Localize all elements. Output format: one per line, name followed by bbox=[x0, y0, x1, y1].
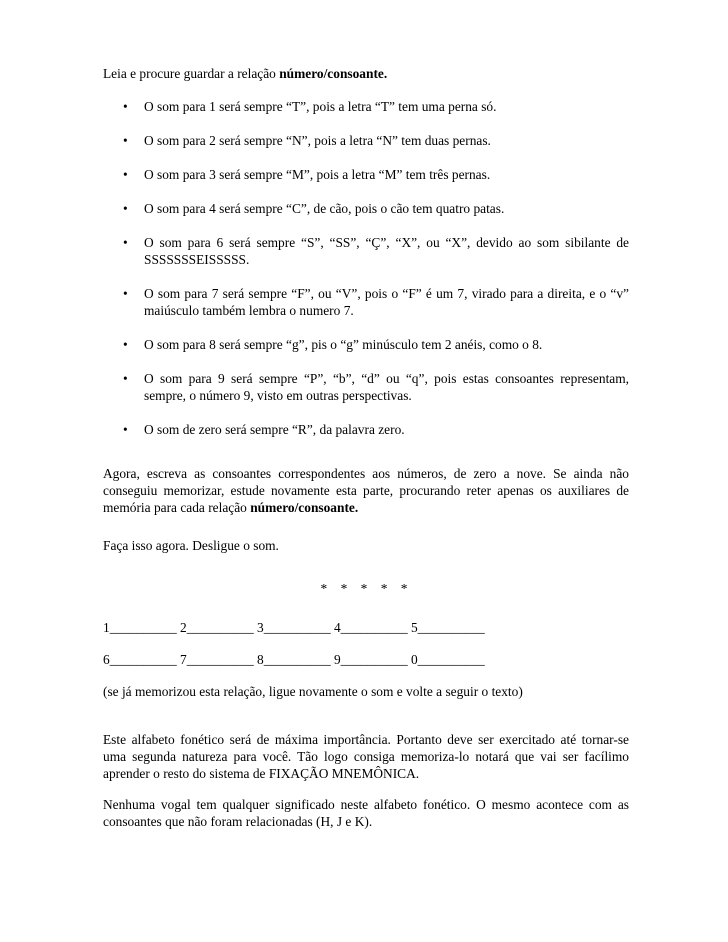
instruction-bold-term: número/consoante. bbox=[250, 500, 359, 515]
rule-item bbox=[103, 200, 629, 217]
rule-item bbox=[103, 166, 629, 183]
bullet-icon: • bbox=[123, 167, 128, 182]
importance-paragraph: Este alfabeto fonético será de máxima importância. Portanto deve ser exercitado até tornar-se uma segunda natureza para você. Tão logo consiga memoriza-lo notará que vai ser facílimo aprender o resto do sistema de FIXAÇÃO MNEMÔNICA. bbox=[103, 732, 629, 781]
bullet-icon: • bbox=[123, 371, 128, 386]
do-now-text: Faça isso agora. Desligue o som. bbox=[103, 538, 279, 553]
intro-paragraph bbox=[103, 65, 629, 82]
rule-item bbox=[103, 234, 629, 268]
bullet-icon: • bbox=[123, 422, 128, 437]
bullet-icon: • bbox=[123, 235, 128, 250]
star-icon: * bbox=[360, 581, 368, 596]
star-icon: * bbox=[320, 581, 328, 596]
rule-item bbox=[103, 132, 629, 149]
bullet-icon: • bbox=[123, 133, 128, 148]
star-icon: * bbox=[400, 581, 408, 596]
bullet-icon: • bbox=[123, 286, 128, 301]
bullet-icon: • bbox=[123, 337, 128, 352]
rule-item bbox=[103, 285, 629, 319]
star-icon: * bbox=[340, 581, 348, 596]
intro-bold-term: número/consoante. bbox=[279, 66, 388, 81]
rule-item bbox=[103, 98, 629, 115]
instruction-paragraph bbox=[103, 465, 629, 516]
rule-text: O som para 3 será sempre “M”, pois a letra “M” tem três pernas. bbox=[144, 167, 491, 182]
note-text: (se já memorizou esta relação, ligue novamente o som e volte a seguir o texto) bbox=[103, 684, 523, 699]
rule-item bbox=[103, 370, 629, 404]
rule-text: O som para 7 será sempre “F”, ou “V”, pois o “F” é um 7, virado para a direita, e o “v” maiúsculo também lembra o numero 7. bbox=[144, 286, 629, 318]
blanks-row-1: 1__________ 2__________ 3__________ 4__________ 5__________ bbox=[103, 620, 485, 635]
rule-text: O som para 6 será sempre “S”, “SS”, “Ç”, “X”, ou “X”, devido ao som sibilante de SSSSSSSEISSSSS. bbox=[144, 235, 629, 267]
rule-text: O som para 1 será sempre “T”, pois a letra “T” tem uma perna só. bbox=[144, 99, 497, 114]
vowels-paragraph: Nenhuma vogal tem qualquer significado neste alfabeto fonético. O mesmo acontece com as consoantes que não foram relacionadas (H, J e K). bbox=[103, 797, 629, 829]
rule-text: O som para 4 será sempre “C”, de cão, pois o cão tem quatro patas. bbox=[144, 201, 505, 216]
rule-item bbox=[103, 336, 629, 353]
rule-text: O som para 2 será sempre “N”, pois a letra “N” tem duas pernas. bbox=[144, 133, 491, 148]
bullet-icon: • bbox=[123, 99, 128, 114]
rules-list bbox=[103, 98, 629, 455]
rule-item bbox=[103, 421, 629, 438]
bullet-icon: • bbox=[123, 201, 128, 216]
rule-text: O som para 9 será sempre “P”, “b”, “d” ou “q”, pois estas consoantes representam, sempre, o número 9, visto em outras perspectivas. bbox=[144, 371, 629, 403]
rule-text: O som de zero será sempre “R”, da palavra zero. bbox=[144, 422, 405, 437]
star-icon: * bbox=[380, 581, 388, 596]
blanks-row-2: 6__________ 7__________ 8__________ 9__________ 0__________ bbox=[103, 652, 485, 667]
intro-text: Leia e procure guardar a relação bbox=[103, 66, 280, 81]
section-divider bbox=[0, 580, 728, 597]
rule-text: O som para 8 será sempre “g”, pis o “g” minúsculo tem 2 anéis, como o 8. bbox=[144, 337, 543, 352]
instruction-text: Agora, escreva as consoantes correspondentes aos números, de zero a nove. Se ainda não conseguiu memorizar, estude novamente esta parte, procurando reter apenas os auxiliares de memória para cada relação bbox=[103, 466, 629, 515]
